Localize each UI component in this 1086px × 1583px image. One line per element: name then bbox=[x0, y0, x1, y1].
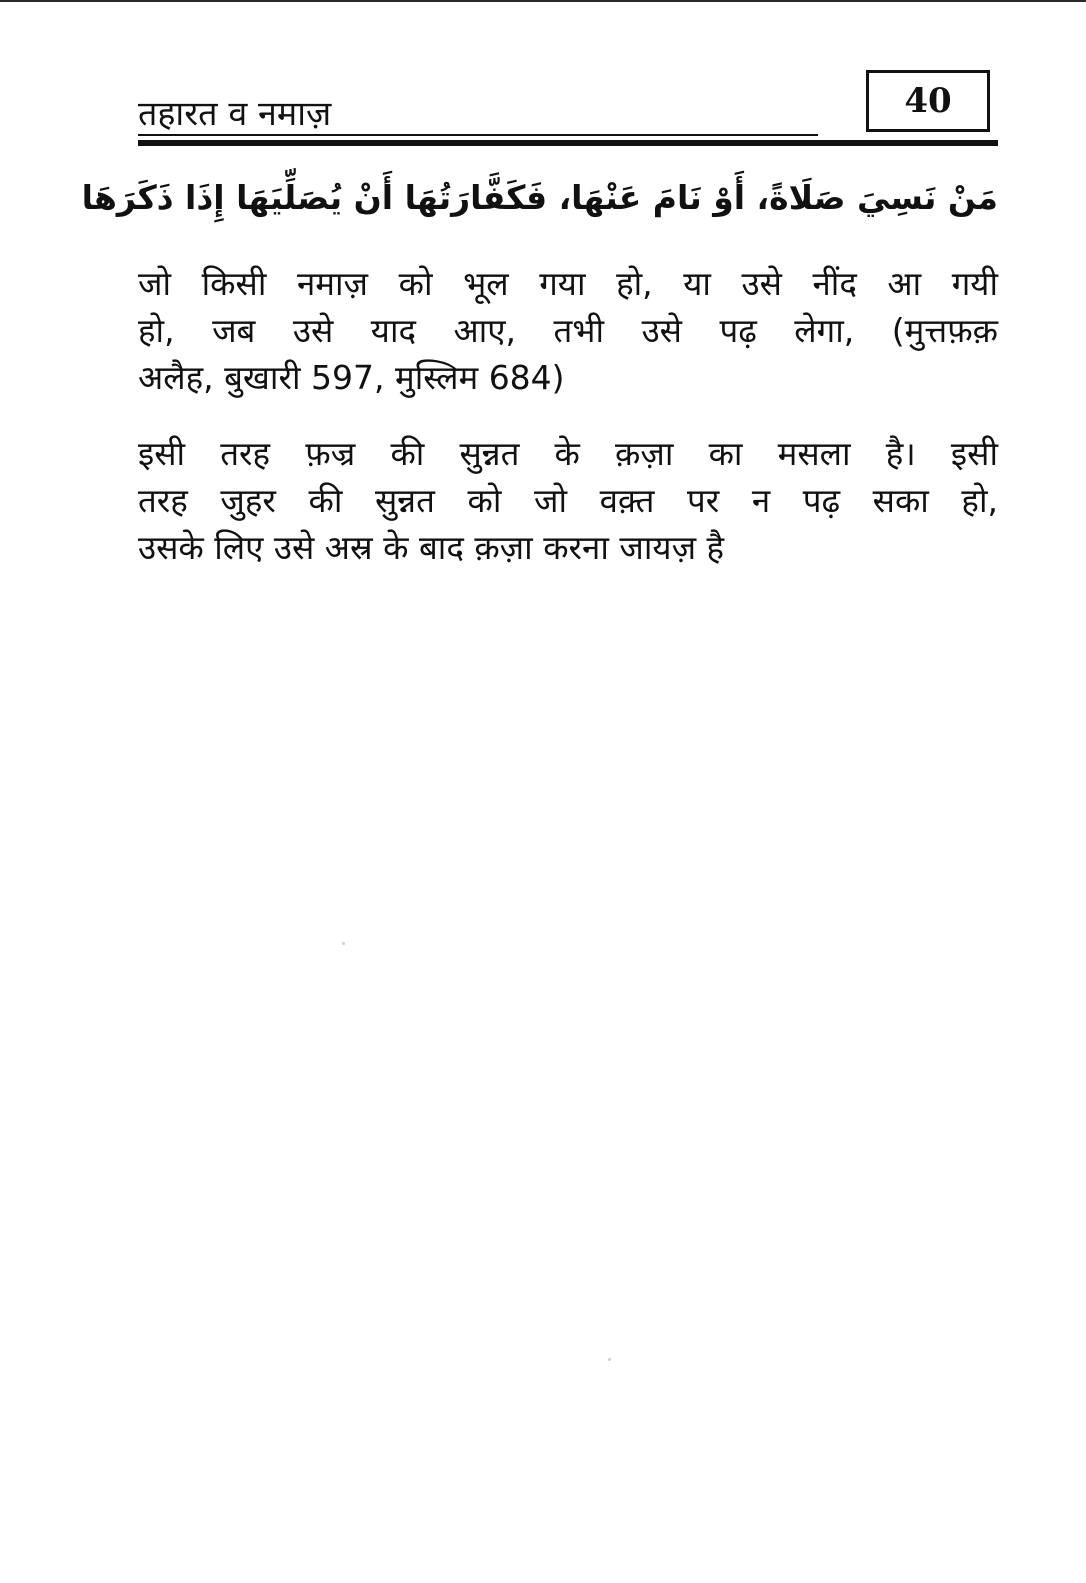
header-rule-thick bbox=[138, 140, 998, 146]
page-number-box bbox=[866, 70, 990, 132]
scan-speck bbox=[608, 1358, 611, 1361]
paragraph-line: तरह जुहर की सुन्नत को जो वक़्त पर न पढ़ सका हो, bbox=[138, 481, 998, 520]
paragraph-line: अलैह, बुखारी 597, मुस्लिम 684) bbox=[138, 358, 565, 397]
page-top-border bbox=[0, 0, 1086, 2]
paragraph-line: हो, जब उसे याद आए, तभी उसे पढ़ लेगा, (मुत्तफ़क़ bbox=[138, 311, 998, 350]
page-number: 40 bbox=[904, 81, 952, 121]
paragraph-line: इसी तरह फ़ज्र की सुन्नत के क़ज़ा का मसला है। इसी bbox=[138, 434, 998, 473]
paragraph-line: जो किसी नमाज़ को भूल गया हो, या उसे नींद आ गयी bbox=[138, 264, 998, 303]
arabic-hadith-text: مَنْ نَسِيَ صَلَاةً، أَوْ نَامَ عَنْهَا، فَكَفَّارَتُهَا أَنْ يُصَلِّيَهَا إِذَا ذَكَرَهَا bbox=[81, 178, 998, 217]
header-rule-thin bbox=[138, 134, 818, 136]
paragraph-fajr-sunnah bbox=[138, 430, 998, 571]
paragraph-translation bbox=[138, 260, 998, 401]
paragraph-line: उसके लिए उसे अस्र के बाद क़ज़ा करना जायज़ है bbox=[138, 528, 725, 567]
scan-speck bbox=[342, 942, 345, 945]
running-head-title: तहारत व नमाज़ bbox=[138, 94, 332, 134]
